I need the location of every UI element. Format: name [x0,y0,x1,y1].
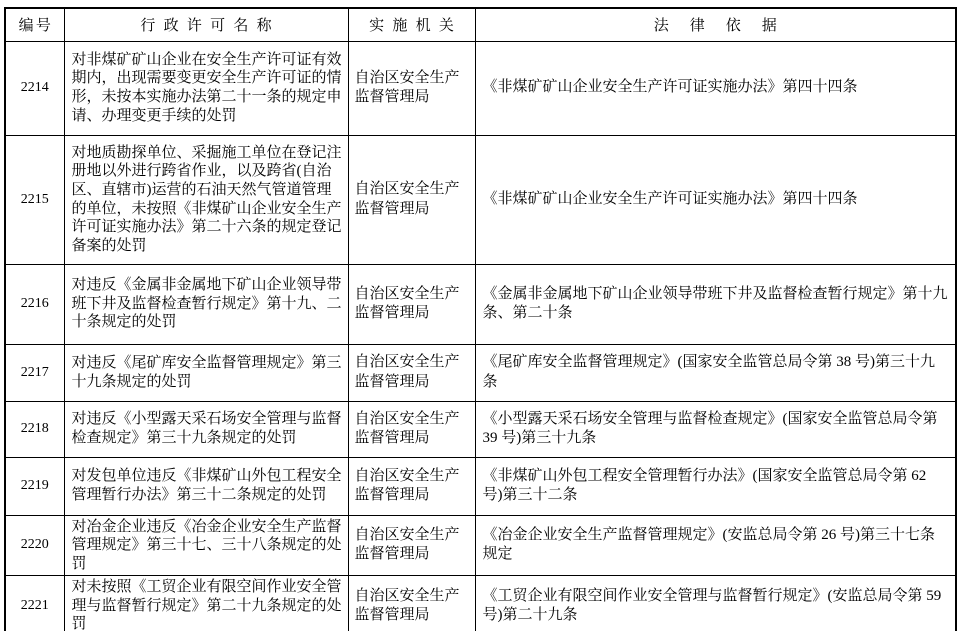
license-name: 对未按照《工贸企业有限空间作业安全管理与监督暂行规定》第二十九条规定的处罚 [64,576,348,631]
table-row [5,401,956,457]
implementing-agency: 自治区安全生产监督管理局 [348,41,475,135]
license-name: 对非煤矿矿山企业在安全生产许可证有效期内，出现需要变更安全生产许可证的情形，未按本实施办法第二十一条的规定申请、办理变更手续的处罚 [64,41,348,135]
table-row [5,457,956,515]
implementing-agency: 自治区安全生产监督管理局 [348,457,475,515]
header-agency: 实施机关 [348,8,475,41]
legal-basis: 《尾矿库安全监督管理规定》(国家安全监管总局令第 38 号)第三十九条 [475,344,956,401]
header-id: 编号 [5,8,64,41]
legal-basis: 《金属非金属地下矿山企业领导带班下井及监督检查暂行规定》第十九条、第二十条 [475,264,956,344]
legal-basis: 《冶金企业安全生产监督管理规定》(安监总局令第 26 号)第三十七条规定 [475,515,956,576]
row-id: 2214 [5,41,64,135]
row-id: 2221 [5,576,64,631]
header-legal-basis: 法律依据 [475,8,956,41]
row-id: 2216 [5,264,64,344]
table-row [5,344,956,401]
license-name: 对地质勘探单位、采掘施工单位在登记注册地以外进行跨省作业，以及跨省(自治区、直辖市)运营的石油天然气管道管理的单位，未按照《非煤矿山企业安全生产许可证实施办法》第二十六条的规定登记备案的处罚 [64,135,348,264]
row-id: 2219 [5,457,64,515]
implementing-agency: 自治区安全生产监督管理局 [348,135,475,264]
implementing-agency: 自治区安全生产监督管理局 [348,576,475,631]
row-id: 2218 [5,401,64,457]
legal-basis: 《工贸企业有限空间作业安全管理与监督暂行规定》(安监总局令第 59 号)第二十九条 [475,576,956,631]
row-id: 2220 [5,515,64,576]
legal-basis: 《非煤矿矿山企业安全生产许可证实施办法》第四十四条 [475,135,956,264]
table-header [5,8,956,41]
legal-basis: 《小型露天采石场安全管理与监督检查规定》(国家安全监管总局令第 39 号)第三十九条 [475,401,956,457]
implementing-agency: 自治区安全生产监督管理局 [348,344,475,401]
license-name: 对违反《小型露天采石场安全管理与监督检查规定》第三十九条规定的处罚 [64,401,348,457]
license-name: 对冶金企业违反《冶金企业安全生产监督管理规定》第三十七、三十八条规定的处罚 [64,515,348,576]
license-name: 对违反《金属非金属地下矿山企业领导带班下井及监督检查暂行规定》第十九、二十条规定的处罚 [64,264,348,344]
table-row [5,135,956,264]
table-row [5,515,956,576]
administrative-permits-table [4,7,957,631]
license-name: 对发包单位违反《非煤矿山外包工程安全管理暂行办法》第三十二条规定的处罚 [64,457,348,515]
table-row [5,576,956,631]
row-id: 2217 [5,344,64,401]
table-row [5,264,956,344]
table-body [5,41,956,631]
header-row [5,8,956,41]
row-id: 2215 [5,135,64,264]
legal-basis: 《非煤矿山外包工程安全管理暂行办法》(国家安全监管总局令第 62 号)第三十二条 [475,457,956,515]
implementing-agency: 自治区安全生产监督管理局 [348,515,475,576]
implementing-agency: 自治区安全生产监督管理局 [348,401,475,457]
legal-basis: 《非煤矿矿山企业安全生产许可证实施办法》第四十四条 [475,41,956,135]
implementing-agency: 自治区安全生产监督管理局 [348,264,475,344]
license-name: 对违反《尾矿库安全监督管理规定》第三十九条规定的处罚 [64,344,348,401]
header-license-name: 行政许可名称 [64,8,348,41]
table-row [5,41,956,135]
